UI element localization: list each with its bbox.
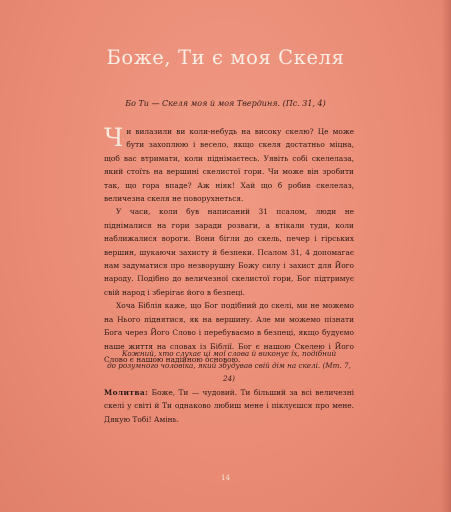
quote-line-2: до розумного чоловіка, який збудував свій дім на скелі. (Мт. 7, 24) xyxy=(107,361,351,383)
page-title: Боже, Ти є моя Скеля xyxy=(106,46,345,69)
paragraph-2: У часи, коли був написаний 31 псалом, люди не піднімалися на гори заради розваги, а втікали туди, коли наближалися вороги. Вони бігли до скель, печер і гірських вершин, шукаючи захисту й безпеки. Псалом 31, 4 допомагає нам задуматися про незворушну Божу силу і захист для Його народу. Подібно до величезної скелистої гори, Бог підтримує свій народ і зберігає його в безпеці. xyxy=(104,207,354,297)
paragraph-1 xyxy=(104,125,354,205)
prayer xyxy=(104,386,354,426)
epigraph: Бо Ти — Скеля моя й моя Твердиня. (Пс. 31, 4) xyxy=(125,99,326,108)
prayer-text: Боже, Ти — чудовий. Ти більший за всі величезні скелі у світі й Ти однаково любиш мене і піклуєшся про мене. Дякую Тобі! Амінь. xyxy=(104,388,354,424)
bible-quote xyxy=(104,348,354,385)
page-edge-shadow xyxy=(441,0,451,512)
paragraph-3: Хоча Біблія каже, що Бог подібний до скелі, ми не можемо на Нього піднятися, як на вершину. Але ми можемо пізнати Бога через Його Слово і перебуваємо в безпеці, якщо будуємо наше життя на словах із Біблії. Бог є нашою Скелею і Його Слово є нашою надійною основою. xyxy=(104,301,354,364)
body-text xyxy=(104,125,354,366)
quote-line-1: Кожний, хто слухає ці мої слова й виконує їх, подібний xyxy=(121,349,337,358)
page-number: 14 xyxy=(221,474,230,482)
prayer-label: Молитва: xyxy=(104,388,149,397)
paragraph-1-text: и вилазили ви коли-небудь на високу скелю? Це може бути захоплюю і весело, якщо скеля достатньо міцна, щоб вас втримати, коли піднімаєтесь. Уявіть собі скелелаза, який стоїть на вершині скелистої гори. Чи може він зробити так, що гора впаде? Аж ніяк! Хай що б робив скелелаз, величезна скеля не поворухнеться. xyxy=(104,127,354,204)
drop-cap: Ч xyxy=(104,123,124,152)
